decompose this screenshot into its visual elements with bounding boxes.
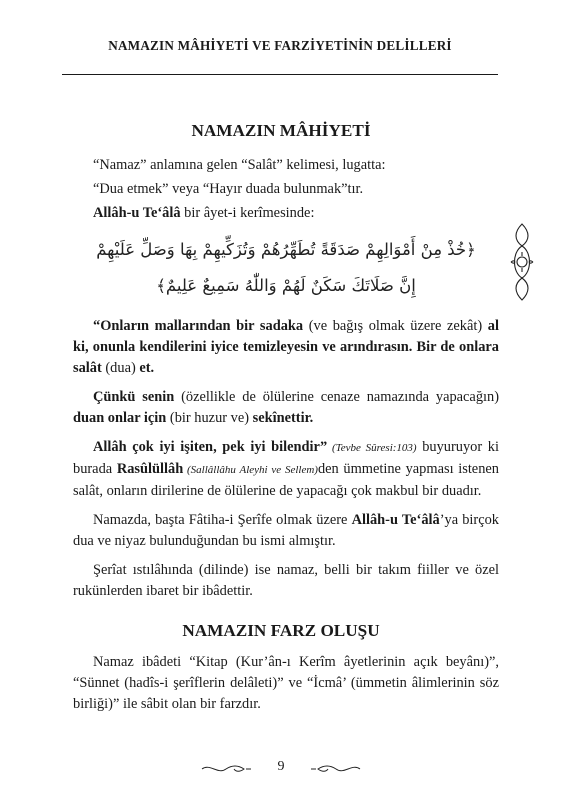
quran-verse: [72, 232, 500, 304]
arabic-line-2: إِنَّ صَلَاتَكَ سَكَنٌ لَهُمْ وَاللّٰهُ سَمِيعٌ عَلِيمٌ﴾: [156, 276, 416, 295]
bold-text: Çünkü senin: [93, 389, 175, 405]
paragraph-namaz-meaning: “Namaz” anlamına gelen “Salât” kelimesi, lugatta:: [93, 157, 386, 173]
bold-text: et.: [139, 360, 155, 376]
paragraph-seriat-definition: Şerîat ıstılâhında (dilinde) ise namaz, belli bir takım fiiller ve özel rukünlerden ibaret bir ibâdettir.: [73, 562, 499, 599]
plain-text: (ve bağış olmak üzere zekât): [303, 318, 488, 334]
page-number: 9: [277, 759, 285, 774]
verse-reference: (Tevbe Sûresi:103): [327, 442, 417, 454]
intro-paragraphs: [73, 155, 499, 224]
paragraph-dua-etmek: “Dua etmek” veya “Hayır duada bulunmak”tır.: [93, 181, 364, 197]
plain-text: den ümmetine yapması istenen salât, onların dirilerine de ölülerine de yapacağı çok makbul bir duadır.: [73, 461, 499, 499]
plain-text: (dua): [101, 360, 140, 376]
paragraph-meaning-2: [73, 387, 499, 429]
bold-text: sekînettir.: [252, 410, 314, 426]
paragraph-meaning-1: [73, 316, 499, 379]
bold-text: al ki, onunla kendilerini iyice temizleyesin ve arındırasın. Bir de onlara salât: [73, 318, 499, 376]
footer-right-ornament-icon: [310, 762, 362, 776]
bold-text: Rasûlüllâh: [116, 461, 184, 477]
paragraph-ayet-intro: [73, 203, 499, 224]
bold-allahu-teala: Allâh-u Te‘âlâ: [93, 205, 181, 221]
running-header: NAMAZIN MÂHİYETİ VE FARZİYETİNİN DELİLLERİ: [108, 38, 452, 53]
plain-text: (bir huzur ve): [166, 410, 253, 426]
meaning-paragraphs: [73, 316, 499, 610]
bold-text: “Onların mallarından bir sadaka: [93, 318, 304, 334]
salawat-text: (Sallâllâhu Aleyhi ve Sellem): [183, 464, 318, 476]
arabic-line-1: ﴿خُذْ مِنْ أَمْوَالِهِمْ صَدَقَةً تُطَهِّرُهُمْ وَتُزَكِّيهِمْ بِهَا وَصَلِّ عَلَيْهِمْ: [96, 240, 476, 259]
header-rule: [62, 74, 498, 75]
section-title-farz: NAMAZIN FARZ OLUŞU: [182, 621, 380, 640]
bold-text: duan onlar için: [73, 410, 167, 426]
paragraph-farz: Namaz ibâdeti “Kitap (Kur’ân-ı Kerîm âyetlerinin açık beyânı)”, “Sünnet (hadîs-i şerîflerin delâleti)” ve “İcmâ’ (ümmetin âlimlerinin söz birliği)” ile sâbit olan bir farzdır.: [73, 654, 499, 712]
bold-text: Allâh-u Te‘âlâ: [351, 512, 440, 528]
plain-text: Namazda, başta Fâtiha-i Şerîfe olmak üzere: [93, 512, 352, 528]
floral-ornament-icon: [508, 222, 536, 302]
plain-text: (özellikle de ölülerine cenaze namazında yapacağın): [174, 389, 499, 405]
paragraph-fatiha: [73, 510, 499, 552]
plain-text: ’ya birçok dua ve niyaz bulunduğundan bu ismi almıştır.: [73, 512, 499, 549]
section-title-mahiyet: NAMAZIN MÂHİYETİ: [191, 121, 371, 140]
plain-text: buyuruyor ki burada: [73, 439, 500, 477]
text-ayet-intro: bir âyet-i kerîmesinde:: [180, 205, 315, 221]
bold-text: Allâh çok iyi işiten, pek iyi bilendir”: [93, 439, 328, 455]
paragraph-meaning-3: [73, 437, 499, 502]
farz-paragraphs: [73, 652, 499, 715]
